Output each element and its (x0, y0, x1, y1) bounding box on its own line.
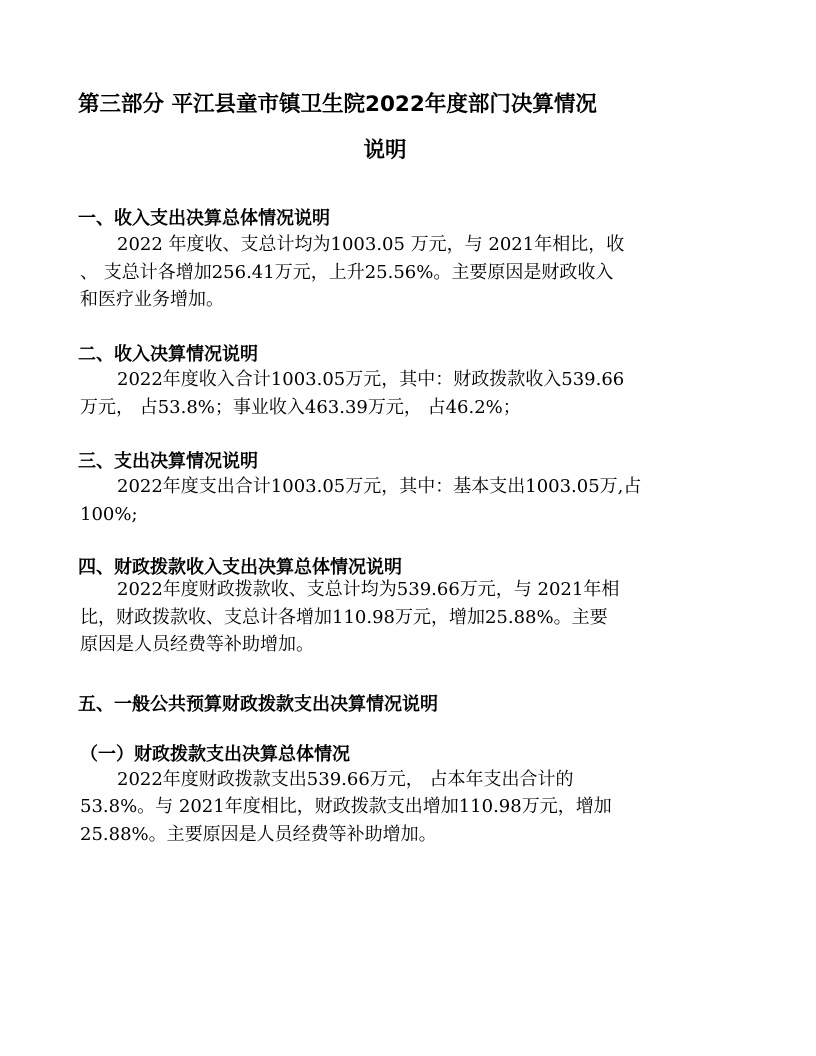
section-1-line-3: 和医疗业务增加。 (80, 289, 224, 310)
section-4-line-3: 原因是人员经费等补助增加。 (80, 634, 314, 655)
section-heading-5: 五、一般公共预算财政拨款支出决算情况说明 (78, 694, 438, 715)
section-heading-1: 一、收入支出决算总体情况说明 (78, 208, 330, 229)
section-3-line-1: 2022年度支出合计1003.05万元，其中：基本支出1003.05万,占 (117, 476, 642, 497)
section-1-line-2: 、 支总计各增加256.41万元，上升25.56%。主要原因是财政收入 (80, 262, 614, 283)
section-2-line-2: 万元， 占53.8%；事业收入463.39万元， 占46.2%； (80, 397, 521, 418)
section-2-line-1: 2022年度收入合计1003.05万元，其中：财政拨款收入539.66 (117, 369, 625, 390)
section-4-line-1: 2022年度财政拨款收、支总计均为539.66万元，与 2021年相 (117, 579, 620, 600)
section-heading-4: 四、财政拨款收入支出决算总体情况说明 (78, 557, 402, 578)
page-title-continued: 说明 (363, 138, 407, 163)
page-title: 第三部分 平江县童市镇卫生院2022年度部门决算情况 (78, 92, 597, 117)
section-heading-3: 三、支出决算情况说明 (78, 451, 258, 472)
section-4-line-2: 比，财政拨款收、支总计各增加110.98万元，增加25.88%。主要 (80, 607, 608, 628)
section-3-line-2: 100%; (80, 504, 138, 525)
section-heading-2: 二、收入决算情况说明 (78, 344, 258, 365)
section-1-line-1: 2022 年度收、支总计均为1003.05 万元，与 2021年相比，收 (117, 234, 625, 255)
subsection-5-1-line-3: 25.88%。主要原因是人员经费等补助增加。 (80, 824, 437, 845)
subsection-heading-5-1: （一）财政拨款支出决算总体情况 (80, 744, 350, 765)
subsection-5-1-line-2: 53.8%。与 2021年度相比，财政拨款支出增加110.98万元，增加 (80, 796, 612, 817)
subsection-5-1-line-1: 2022年度财政拨款支出539.66万元， 占本年支出合计的 (117, 769, 574, 790)
